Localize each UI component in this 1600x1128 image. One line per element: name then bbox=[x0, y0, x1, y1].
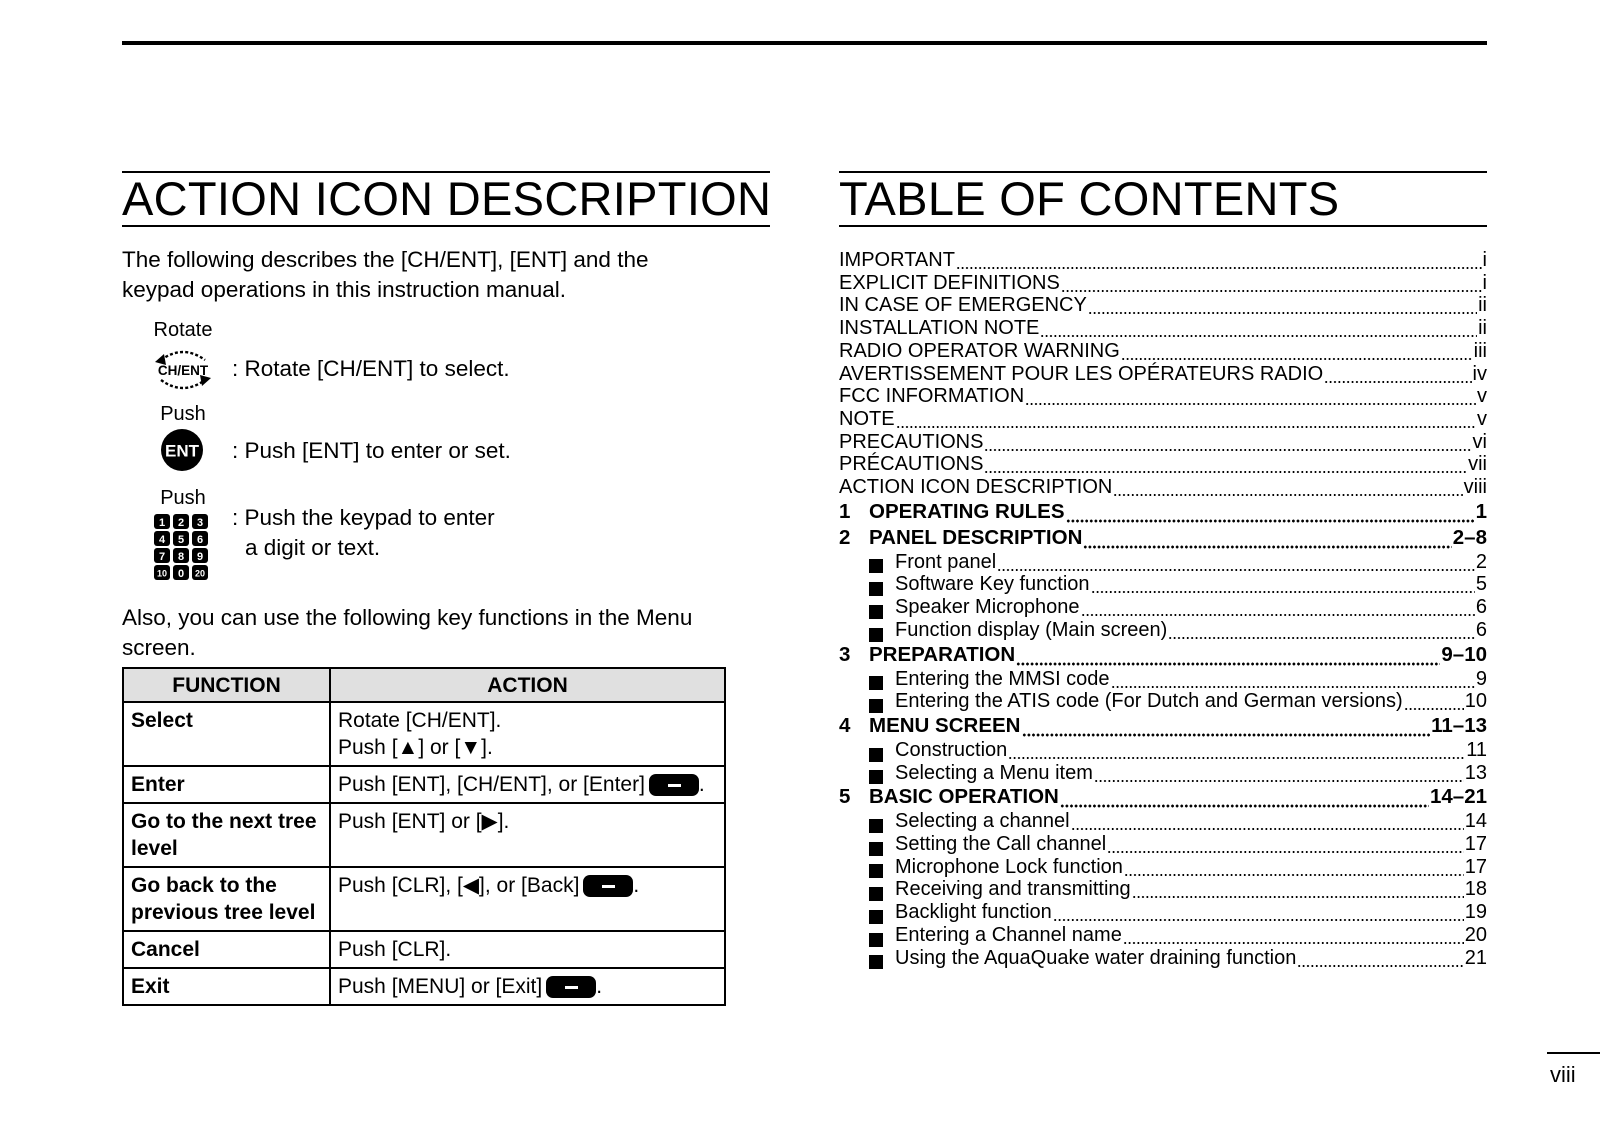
toc-entry-page: i bbox=[1482, 249, 1487, 271]
toc-subentry[interactable] bbox=[839, 810, 1487, 833]
toc-subentry-page: 11 bbox=[1466, 738, 1487, 761]
toc-subentry-title: Receiving and transmitting bbox=[895, 878, 1131, 901]
toc-leader bbox=[1025, 385, 1476, 408]
keypad-key-7: 7 bbox=[158, 551, 166, 563]
toc-entry-page: ii bbox=[1478, 294, 1487, 317]
toc-chapter-page: 9–10 bbox=[1441, 642, 1487, 666]
toc-subentry-title: Function display (Main screen) bbox=[895, 618, 1168, 641]
bullet-square-icon bbox=[869, 842, 883, 856]
rotate-chent-icon bbox=[149, 344, 217, 394]
toc-chapter-number: 2 bbox=[839, 525, 851, 549]
toc-entry-page: v bbox=[1477, 385, 1487, 408]
toc-list bbox=[839, 249, 1487, 969]
page-number: viii bbox=[1550, 1062, 1576, 1087]
toc-chapter-page: 14–21 bbox=[1429, 785, 1487, 809]
toc-leader bbox=[956, 249, 1482, 272]
keypad-icon bbox=[153, 513, 209, 583]
toc-leader bbox=[1053, 901, 1464, 924]
toc-chapter-title: OPERATING RULES bbox=[869, 499, 1065, 523]
toc-subentry-title: Front panel bbox=[895, 550, 997, 573]
also-text: Also, you can use the following key functions in the Menu screen. bbox=[122, 605, 693, 660]
keypad-key-0: 0 bbox=[177, 568, 185, 580]
toc-chapter-number: 3 bbox=[839, 642, 851, 666]
toc-chapter[interactable] bbox=[839, 784, 1487, 810]
toc-chapter-number: 1 bbox=[839, 499, 851, 523]
toc-leader bbox=[1121, 340, 1473, 363]
bullet-square-icon bbox=[869, 933, 883, 947]
toc-leader bbox=[1168, 619, 1475, 642]
bullet-square-icon bbox=[869, 910, 883, 924]
toc-subentry-title: Speaker Microphone bbox=[895, 596, 1080, 619]
toc-entry[interactable] bbox=[839, 431, 1487, 454]
toc-entry-title: NOTE bbox=[839, 407, 895, 430]
bullet-square-icon bbox=[869, 887, 883, 901]
toc-subentry-title: Selecting a channel bbox=[895, 810, 1070, 833]
section-title-toc: TABLE OF CONTENTS bbox=[839, 171, 1487, 227]
toc-entry-title: INSTALLATION NOTE bbox=[839, 317, 1040, 340]
toc-leader bbox=[896, 408, 1476, 431]
toc-entry-page: vii bbox=[1468, 453, 1487, 476]
toc-entry-page: i bbox=[1482, 271, 1487, 294]
bullet-square-icon bbox=[869, 559, 883, 573]
toc-entry-page: ii bbox=[1478, 317, 1487, 340]
icon-row-keypad bbox=[122, 485, 770, 603]
toc-subentry[interactable] bbox=[839, 947, 1487, 970]
table-row: Select Rotate [CH/ENT]. Push [▲] or [▼]. bbox=[123, 702, 725, 766]
toc-leader bbox=[1113, 476, 1462, 499]
action-icon-section bbox=[122, 171, 770, 1006]
icon-row-ent bbox=[122, 401, 770, 485]
icon-row-rotate bbox=[122, 319, 770, 401]
toc-chapter[interactable] bbox=[839, 642, 1487, 668]
icon-caption-push-ent: Push bbox=[160, 403, 206, 425]
top-rule bbox=[122, 41, 1487, 45]
header-action: ACTION bbox=[330, 668, 725, 702]
toc-subentry[interactable] bbox=[839, 551, 1487, 574]
toc-entry-page: vi bbox=[1472, 430, 1487, 453]
icon-desc-ent: : Push [ENT] to enter or set. bbox=[232, 438, 511, 463]
toc-leader bbox=[1297, 947, 1463, 970]
toc-entry[interactable] bbox=[839, 453, 1487, 476]
toc-subentry-page: 9 bbox=[1475, 667, 1487, 690]
table-header-row bbox=[123, 668, 725, 702]
header-function: FUNCTION bbox=[123, 668, 330, 702]
toc-subentry[interactable] bbox=[839, 901, 1487, 924]
toc-subentry-page: 18 bbox=[1464, 878, 1487, 901]
toc-chapter-title: PREPARATION bbox=[869, 642, 1016, 666]
icon-caption-rotate: Rotate bbox=[153, 319, 213, 341]
toc-leader bbox=[1107, 833, 1464, 856]
toc-chapter[interactable] bbox=[839, 499, 1487, 525]
toc-chapter-page: 2–8 bbox=[1452, 525, 1487, 549]
toc-leader bbox=[1081, 596, 1475, 619]
toc-leader bbox=[1132, 878, 1464, 901]
toc-chapter[interactable] bbox=[839, 525, 1487, 551]
toc-leader bbox=[1071, 810, 1464, 833]
keypad-key-10: 10 bbox=[156, 568, 168, 579]
toc-entry[interactable] bbox=[839, 363, 1487, 386]
toc-entry-title: PRÉCAUTIONS bbox=[839, 453, 984, 476]
bullet-square-icon bbox=[869, 748, 883, 762]
intro-text: The following describes the [CH/ENT], [ENT] and the keypad operations in this instruction manual. bbox=[122, 247, 649, 302]
toc-entry-title: EXPLICIT DEFINITIONS bbox=[839, 271, 1060, 294]
toc-subentry[interactable] bbox=[839, 690, 1487, 713]
ent-icon-label: ENT bbox=[165, 441, 199, 461]
toc-chapter-number: 4 bbox=[839, 713, 851, 737]
bullet-square-icon bbox=[869, 955, 883, 969]
bullet-square-icon bbox=[869, 699, 883, 713]
toc-subentry-page: 19 bbox=[1464, 901, 1487, 924]
toc-entry-page: viii bbox=[1463, 476, 1487, 499]
toc-entry-page: iii bbox=[1473, 339, 1487, 362]
function-action-table bbox=[122, 667, 726, 1006]
toc-subentry-page: 13 bbox=[1464, 761, 1487, 784]
keypad-key-9: 9 bbox=[196, 551, 204, 563]
toc-subentry-title: Construction bbox=[895, 738, 1008, 761]
toc-leader bbox=[1091, 573, 1475, 596]
toc-entry[interactable] bbox=[839, 476, 1487, 499]
toc-entry-title: ACTION ICON DESCRIPTION bbox=[839, 476, 1113, 499]
toc-subentry-page: 5 bbox=[1475, 573, 1487, 596]
toc-subentry-title: Setting the Call channel bbox=[895, 833, 1107, 856]
toc-entry[interactable] bbox=[839, 272, 1487, 295]
bullet-square-icon bbox=[869, 770, 883, 784]
toc-leader bbox=[1016, 642, 1440, 668]
toc-subentry[interactable] bbox=[839, 619, 1487, 642]
bullet-square-icon bbox=[869, 628, 883, 642]
toc-leader bbox=[1088, 294, 1477, 317]
toc-subentry[interactable] bbox=[839, 924, 1487, 947]
bullet-square-icon bbox=[869, 582, 883, 596]
toc-subentry-page: 17 bbox=[1464, 855, 1487, 878]
toc-chapter-number: 5 bbox=[839, 785, 851, 809]
icon-desc-rotate: : Rotate [CH/ENT] to select. bbox=[232, 356, 510, 381]
toc-entry-title: IN CASE OF EMERGENCY bbox=[839, 294, 1087, 317]
toc-subentry-page: 10 bbox=[1464, 690, 1487, 713]
keypad-key-2: 2 bbox=[177, 517, 185, 529]
keypad-key-20: 20 bbox=[194, 568, 206, 579]
back-softkey-icon bbox=[583, 875, 633, 897]
toc-subentry-title: Backlight function bbox=[895, 901, 1052, 924]
toc-leader bbox=[1040, 317, 1477, 340]
toc-leader bbox=[1083, 525, 1451, 551]
toc-chapter-title: BASIC OPERATION bbox=[869, 785, 1059, 809]
toc-subentry[interactable] bbox=[839, 668, 1487, 691]
toc-entry-title: RADIO OPERATOR WARNING bbox=[839, 339, 1120, 362]
table-row: Go to the next tree level Push [ENT] or [▶]. bbox=[123, 803, 725, 867]
toc-chapter[interactable] bbox=[839, 713, 1487, 739]
toc-subentry-page: 14 bbox=[1464, 810, 1487, 833]
toc-subentry-title: Software Key function bbox=[895, 573, 1090, 596]
toc-entry[interactable] bbox=[839, 408, 1487, 431]
toc-chapter-title: MENU SCREEN bbox=[869, 713, 1021, 737]
toc-leader bbox=[1404, 690, 1464, 713]
toc-leader bbox=[1111, 668, 1475, 691]
toc-subentry[interactable] bbox=[839, 739, 1487, 762]
bullet-square-icon bbox=[869, 605, 883, 619]
toc-leader bbox=[984, 453, 1467, 476]
toc-subentry-title: Entering a Channel name bbox=[895, 923, 1122, 946]
toc-subentry-title: Entering the ATIS code (For Dutch and German versions) bbox=[895, 690, 1403, 713]
toc-subentry[interactable] bbox=[839, 856, 1487, 879]
toc-leader bbox=[1022, 713, 1431, 739]
toc-subentry-page: 6 bbox=[1475, 618, 1487, 641]
toc-leader bbox=[1061, 272, 1482, 295]
toc-section bbox=[839, 171, 1487, 969]
toc-entry[interactable] bbox=[839, 249, 1487, 272]
section-title-action-icon: ACTION ICON DESCRIPTION bbox=[122, 172, 772, 225]
toc-chapter-title: PANEL DESCRIPTION bbox=[869, 525, 1083, 549]
toc-leader bbox=[1066, 499, 1475, 525]
toc-subentry-page: 2 bbox=[1475, 550, 1487, 573]
toc-subentry-page: 17 bbox=[1464, 833, 1487, 856]
toc-leader bbox=[1124, 856, 1464, 879]
toc-subentry[interactable] bbox=[839, 762, 1487, 785]
ent-button-icon bbox=[160, 428, 204, 472]
toc-leader bbox=[984, 431, 1471, 454]
keypad-key-5: 5 bbox=[177, 534, 185, 546]
table-row: Go back to the previous tree level Push [CLR], [◀], or [Back] . bbox=[123, 867, 725, 931]
enter-softkey-icon bbox=[649, 774, 699, 796]
toc-subentry-page: 21 bbox=[1464, 946, 1487, 969]
toc-entry-title: PRECAUTIONS bbox=[839, 430, 984, 453]
keypad-key-3: 3 bbox=[196, 517, 204, 529]
toc-leader bbox=[997, 551, 1475, 574]
keypad-key-1: 1 bbox=[158, 517, 166, 529]
keypad-key-8: 8 bbox=[177, 551, 185, 563]
icon-desc-keypad: : Push the keypad to enter a digit or text. bbox=[232, 505, 495, 560]
toc-entry-title: AVERTISSEMENT POUR LES OPÉRATEURS RADIO bbox=[839, 362, 1324, 385]
toc-leader bbox=[1094, 762, 1464, 785]
toc-subentry-title: Microphone Lock function bbox=[895, 855, 1123, 878]
table-row: Enter Push [ENT], [CH/ENT], or [Enter] . bbox=[123, 766, 725, 803]
toc-entry[interactable] bbox=[839, 294, 1487, 317]
toc-leader bbox=[1123, 924, 1464, 947]
toc-subentry-page: 6 bbox=[1475, 596, 1487, 619]
toc-subentry[interactable] bbox=[839, 878, 1487, 901]
bullet-square-icon bbox=[869, 864, 883, 878]
toc-leader bbox=[1324, 363, 1471, 386]
toc-entry-title: FCC INFORMATION bbox=[839, 385, 1025, 408]
exit-softkey-icon bbox=[546, 976, 596, 998]
toc-entry[interactable] bbox=[839, 385, 1487, 408]
toc-chapter-page: 11–13 bbox=[1431, 713, 1487, 737]
toc-entry-page: v bbox=[1477, 407, 1487, 430]
toc-subentry[interactable] bbox=[839, 596, 1487, 619]
toc-chapter-page: 1 bbox=[1475, 499, 1487, 523]
toc-entry[interactable] bbox=[839, 317, 1487, 340]
icon-caption-push-keypad: Push bbox=[160, 487, 206, 509]
toc-entry-page: iv bbox=[1472, 362, 1487, 385]
table-row: Cancel Push [CLR]. bbox=[123, 931, 725, 968]
page-number-rule bbox=[1547, 1052, 1600, 1054]
keypad-key-4: 4 bbox=[158, 534, 166, 546]
rotate-icon-label: CH/ENT bbox=[157, 363, 209, 378]
table-row: Exit Push [MENU] or [Exit] . bbox=[123, 968, 725, 1005]
bullet-square-icon bbox=[869, 676, 883, 690]
toc-leader bbox=[1060, 784, 1429, 810]
toc-subentry[interactable] bbox=[839, 833, 1487, 856]
bullet-square-icon bbox=[869, 819, 883, 833]
toc-leader bbox=[1008, 739, 1465, 762]
toc-subentry-title: Using the AquaQuake water draining function bbox=[895, 946, 1297, 969]
toc-entry-title: IMPORTANT bbox=[839, 249, 955, 271]
keypad-key-6: 6 bbox=[196, 534, 204, 546]
toc-subentry-title: Selecting a Menu item bbox=[895, 761, 1093, 784]
toc-subentry[interactable] bbox=[839, 573, 1487, 596]
toc-entry[interactable] bbox=[839, 340, 1487, 363]
toc-subentry-title: Entering the MMSI code bbox=[895, 667, 1110, 690]
toc-subentry-page: 20 bbox=[1464, 923, 1487, 946]
